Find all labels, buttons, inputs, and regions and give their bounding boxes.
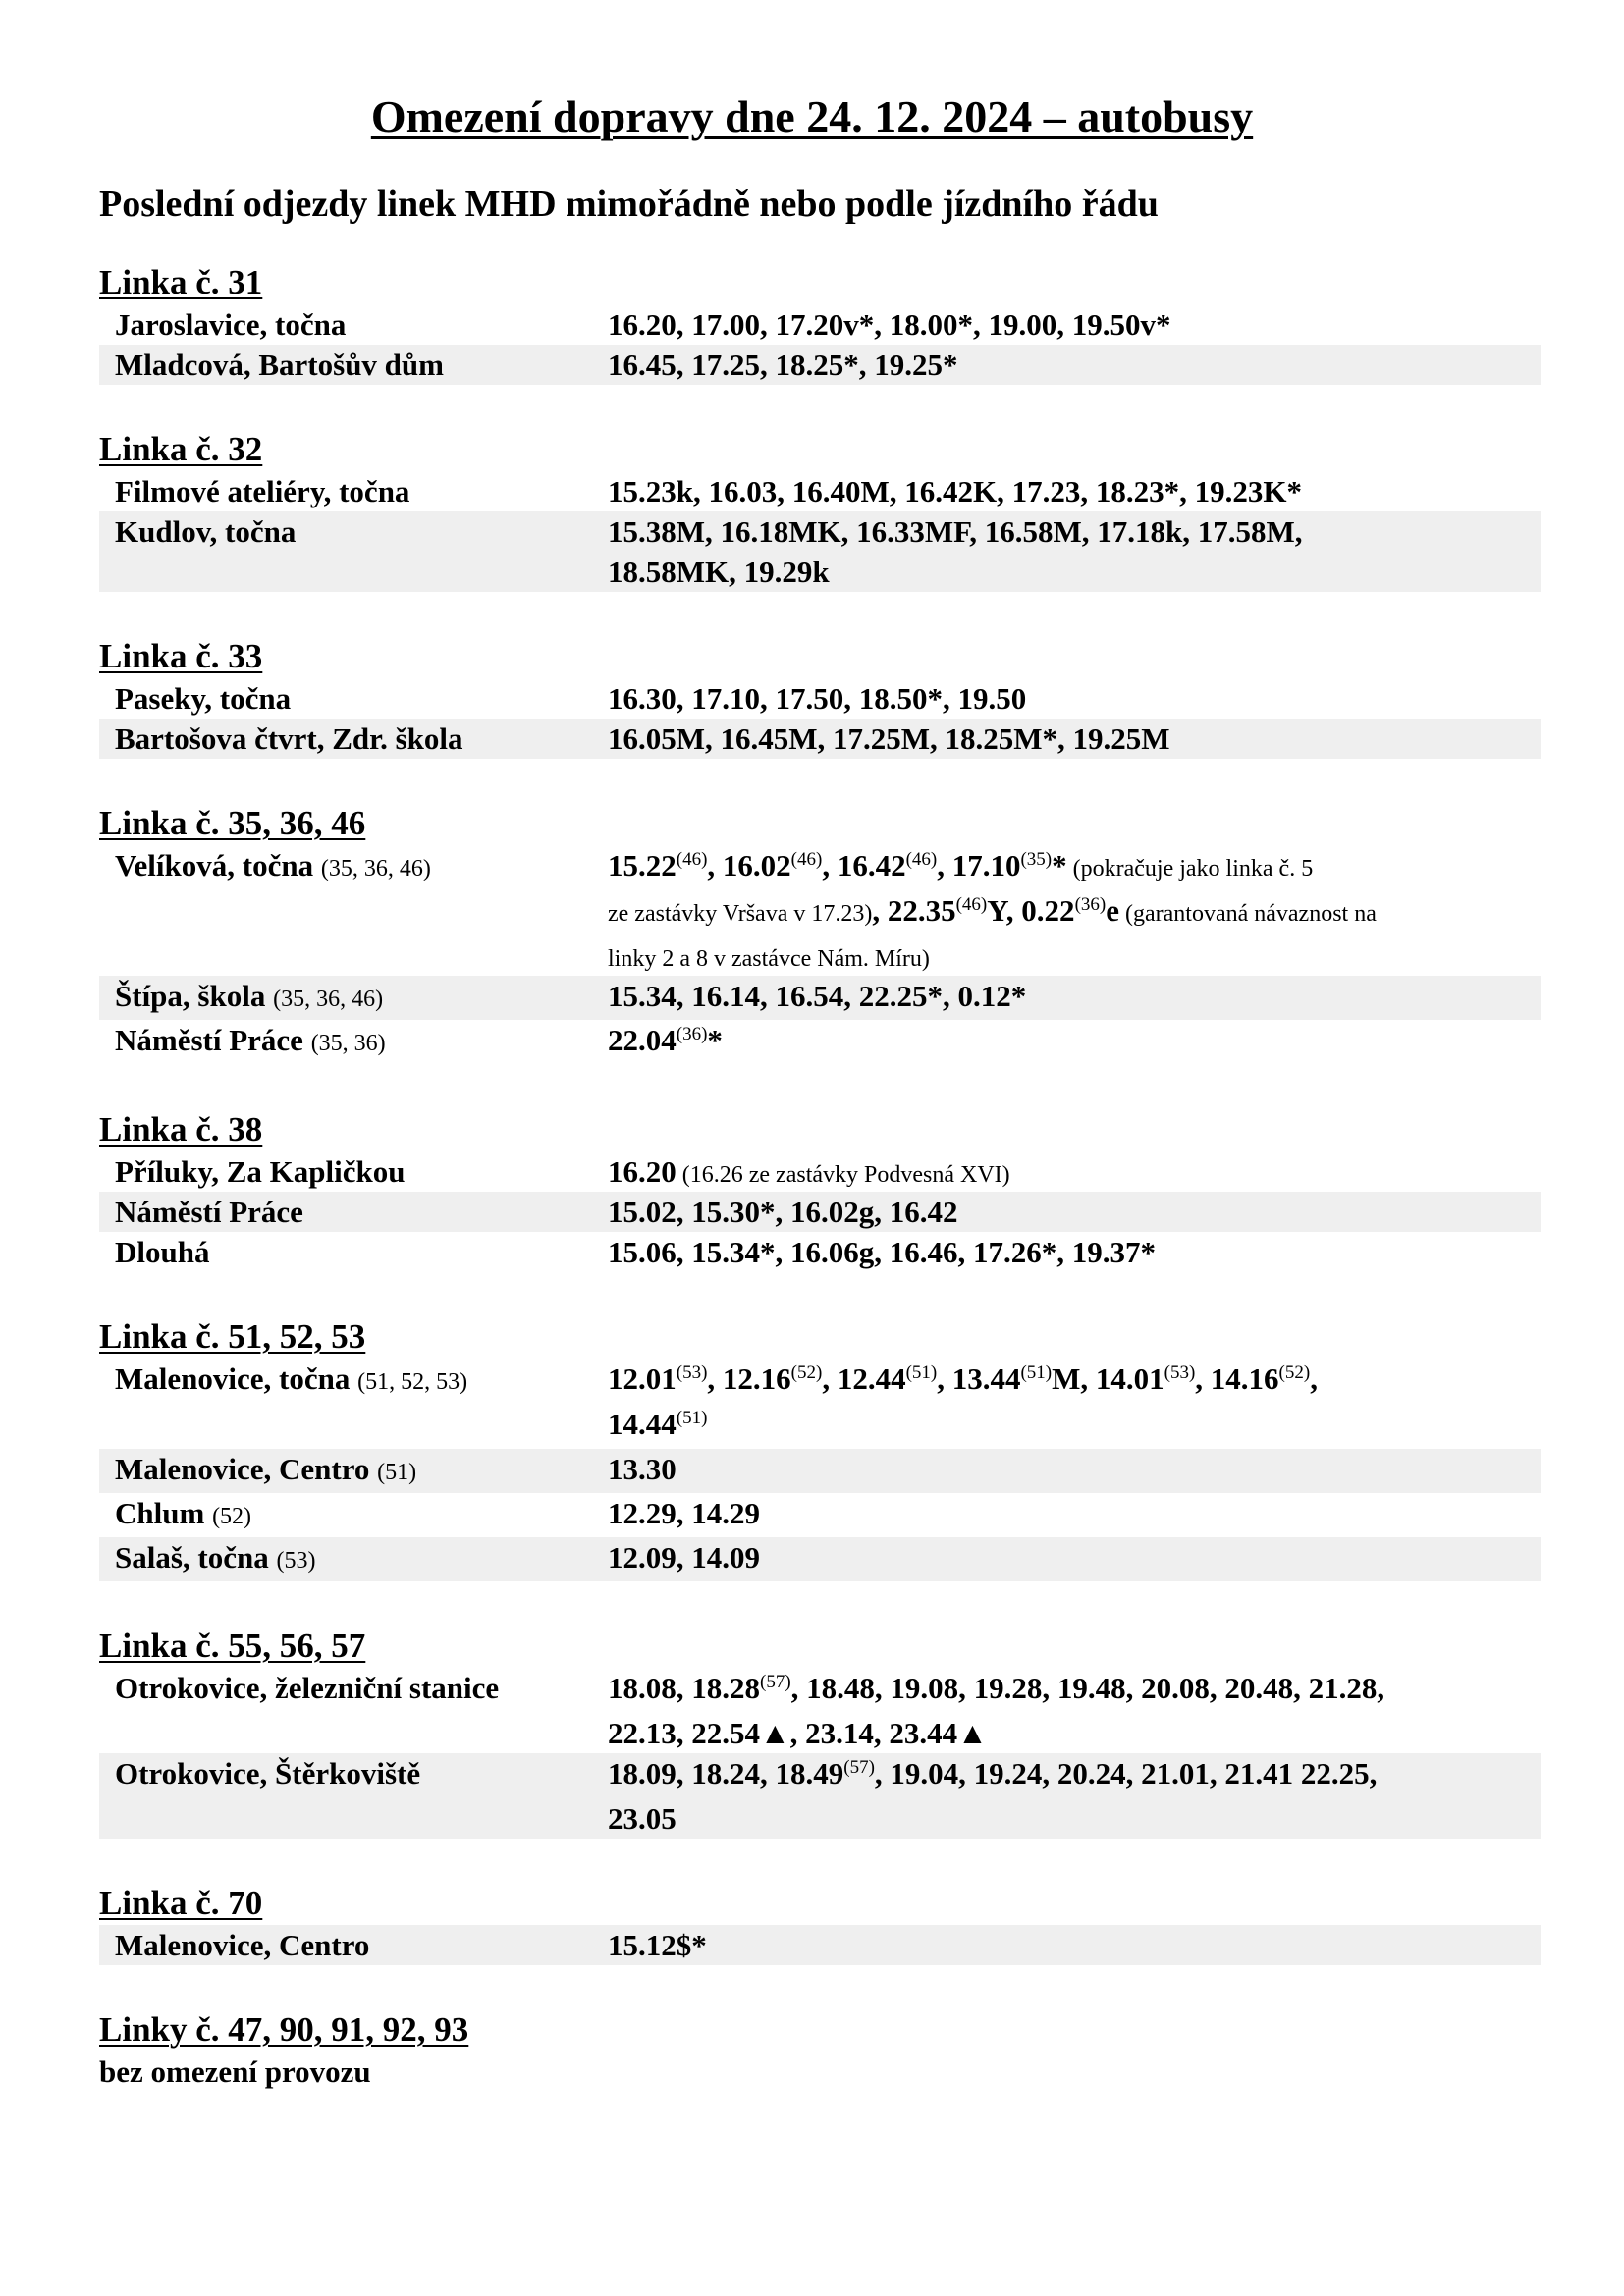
time: , 16.02 — [707, 848, 791, 882]
stop-row — [99, 1537, 1541, 1581]
time: , 12.44 — [822, 1362, 906, 1396]
time: 18.08, 18.28 — [608, 1671, 760, 1705]
time: 23.05 — [608, 1801, 677, 1836]
section-line-32 — [99, 428, 1541, 592]
stop-row — [99, 1925, 1541, 1965]
time: 12.01 — [608, 1362, 677, 1396]
line-superscript: (53) — [676, 1362, 708, 1383]
line-superscript: (53) — [1164, 1362, 1196, 1383]
times-line: 15.38M, 16.18MK, 16.33MF, 16.58M, 17.18k, 17.58M, — [608, 514, 1303, 549]
time: 16.20 — [608, 1154, 677, 1189]
stop-row — [99, 1753, 1541, 1839]
section-heading: Linka č. 35, 36, 46 — [99, 804, 366, 842]
stop-row — [99, 1232, 1541, 1272]
time-flag: * — [707, 1023, 723, 1057]
section-line-35-36-46 — [99, 802, 1541, 1065]
page-title: Omezení dopravy dne 24. 12. 2024 – autobusy — [370, 91, 1254, 141]
stop-name: Paseky, točna — [115, 681, 292, 716]
departure-times: 13.30 — [608, 1452, 677, 1486]
departure-times: 15.02, 15.30*, 16.02g, 16.42 — [608, 1195, 958, 1229]
departure-times — [608, 511, 1541, 592]
stop-name: Otrokovice, Štěrkoviště — [115, 1756, 421, 1790]
stop-label: Malenovice, Centro — [115, 1452, 370, 1486]
departure-times — [608, 1753, 1541, 1839]
stop-row — [99, 1192, 1541, 1232]
stop-row — [99, 471, 1541, 511]
departure-times: 16.20, 17.00, 17.20v*, 18.00*, 19.00, 19.50v* — [608, 307, 1171, 342]
section-line-70 — [99, 1882, 1541, 1965]
stop-label: Štípa, škola — [115, 979, 266, 1013]
stop-lines-note: (35, 36) — [310, 1031, 386, 1056]
line-superscript: (46) — [955, 894, 988, 915]
stop-row — [99, 345, 1541, 385]
stop-name: Jaroslavice, točna — [115, 307, 347, 342]
line-superscript: (46) — [905, 849, 938, 870]
time: M, 14.01 — [1052, 1362, 1164, 1396]
stop-name — [99, 1020, 608, 1065]
line-superscript: (51) — [1020, 1362, 1053, 1383]
departure-times — [608, 1668, 1541, 1753]
section-line-38 — [99, 1108, 1541, 1272]
stop-row — [99, 1449, 1541, 1493]
stop-row — [99, 1493, 1541, 1537]
section-line-33 — [99, 635, 1541, 759]
time: Y, 0.22 — [987, 893, 1075, 928]
line-superscript: (51) — [905, 1362, 938, 1383]
time: 22.13, 22.54▲, 23.14, 23.44▲ — [608, 1716, 988, 1750]
stop-lines-note: (35, 36, 46) — [273, 987, 384, 1012]
departure-times — [608, 1020, 1541, 1065]
stop-name — [99, 1359, 608, 1449]
lines-list — [99, 261, 1541, 2135]
departure-times: 15.34, 16.14, 16.54, 22.25*, 0.12* — [608, 979, 1027, 1013]
no-restriction-note: bez omezení provozu — [99, 2055, 371, 2089]
time: , 19.04, 19.24, 20.24, 21.01, 21.41 22.25, — [874, 1756, 1378, 1790]
stop-row — [99, 845, 1541, 976]
time: , 12.16 — [707, 1362, 791, 1396]
time-note: ze zastávky Vršava v 17.23) — [608, 901, 873, 927]
departure-times — [608, 1359, 1541, 1449]
stop-lines-note: (52) — [212, 1504, 252, 1529]
stop-row — [99, 1151, 1541, 1192]
stop-name — [99, 1537, 608, 1581]
time: 22.04 — [608, 1023, 677, 1057]
stop-name: Bartošova čtvrt, Zdr. škola — [115, 721, 463, 756]
stop-name: Příluky, Za Kapličkou — [115, 1154, 406, 1189]
time: , 17.10 — [937, 848, 1021, 882]
stop-row — [99, 678, 1541, 719]
time: 18.09, 18.24, 18.49 — [608, 1756, 844, 1790]
time: , 13.44 — [937, 1362, 1021, 1396]
line-superscript: (51) — [676, 1408, 708, 1428]
time-note: linky 2 a 8 v zastávce Nám. Míru) — [608, 946, 930, 972]
stop-row — [99, 511, 1541, 592]
stop-name — [99, 845, 608, 976]
time: , 14.16 — [1195, 1362, 1279, 1396]
stop-lines-note: (53) — [276, 1548, 316, 1574]
stop-lines-note: (51, 52, 53) — [357, 1369, 468, 1395]
departure-times: 16.30, 17.10, 17.50, 18.50*, 19.50 — [608, 681, 1027, 716]
stop-name: Dlouhá — [115, 1235, 210, 1269]
stop-name: Náměstí Práce — [115, 1195, 303, 1229]
stop-name — [99, 1493, 608, 1537]
stop-row — [99, 719, 1541, 759]
section-line-31 — [99, 261, 1541, 385]
line-superscript: (57) — [760, 1672, 791, 1692]
departure-times: 16.05M, 16.45M, 17.25M, 18.25M*, 19.25M — [608, 721, 1170, 756]
section-line-55-56-57 — [99, 1625, 1541, 1839]
departure-times: 12.09, 14.09 — [608, 1540, 760, 1575]
time: , 16.42 — [822, 848, 906, 882]
page-subtitle: Poslední odjezdy linek MHD mimořádně nebo podle jízdního řádu — [99, 184, 1159, 225]
line-superscript: (46) — [790, 849, 823, 870]
time-flag: * — [1052, 848, 1067, 882]
line-superscript: (35) — [1020, 849, 1053, 870]
stop-name: Otrokovice, železniční stanice — [115, 1671, 500, 1705]
departure-times: 12.29, 14.29 — [608, 1496, 760, 1530]
stop-row — [99, 1668, 1541, 1753]
stop-row — [99, 1359, 1541, 1449]
time-note: (pokračuje jako linka č. 5 — [1066, 856, 1314, 881]
stop-name: Kudlov, točna — [115, 514, 297, 549]
time: , 22.35 — [872, 893, 956, 928]
line-superscript: (52) — [1278, 1362, 1311, 1383]
times-line: 18.58MK, 19.29k — [608, 555, 830, 589]
departure-times — [608, 845, 1541, 976]
stop-row — [99, 976, 1541, 1020]
line-superscript: (52) — [790, 1362, 823, 1383]
section-heading: Linka č. 31 — [99, 263, 263, 301]
line-superscript: (46) — [676, 849, 708, 870]
line-superscript: (57) — [843, 1757, 875, 1778]
stop-name: Mladcová, Bartošův dům — [115, 347, 444, 382]
section-heading: Linka č. 51, 52, 53 — [99, 1317, 366, 1356]
time: 14.44 — [608, 1407, 677, 1441]
section-heading: Linka č. 32 — [99, 430, 263, 468]
stop-label: Malenovice, točna — [115, 1362, 351, 1396]
time: , — [1310, 1362, 1318, 1396]
section-other-lines — [99, 2008, 1541, 2092]
time-flag: e — [1106, 893, 1119, 928]
section-line-51-52-53 — [99, 1315, 1541, 1581]
stop-name — [99, 1449, 608, 1493]
stop-lines-note: (51) — [377, 1460, 417, 1485]
stop-label: Chlum — [115, 1496, 205, 1530]
stop-lines-note: (35, 36, 46) — [320, 856, 431, 881]
stop-name: Filmové ateliéry, točna — [115, 474, 410, 508]
departure-times: 15.06, 15.34*, 16.06g, 16.46, 17.26*, 19.37* — [608, 1235, 1156, 1269]
stop-label: Salaš, točna — [115, 1540, 269, 1575]
stop-row — [99, 304, 1541, 345]
departure-times: 15.23k, 16.03, 16.40M, 16.42K, 17.23, 18.23*, 19.23K* — [608, 474, 1302, 508]
stop-label: Náměstí Práce — [115, 1023, 303, 1057]
time-note: (16.26 ze zastávky Podvesná XVI) — [676, 1162, 1010, 1188]
stop-label: Velíková, točna — [115, 848, 314, 882]
section-heading: Linka č. 55, 56, 57 — [99, 1627, 366, 1665]
time: , 18.48, 19.08, 19.28, 19.48, 20.08, 20.48, 21.28, — [790, 1671, 1385, 1705]
departure-times: 16.45, 17.25, 18.25*, 19.25* — [608, 347, 958, 382]
time: 15.22 — [608, 848, 677, 882]
section-heading: Linky č. 47, 90, 91, 92, 93 — [99, 2010, 469, 2049]
stop-name — [99, 976, 608, 1020]
section-heading: Linka č. 70 — [99, 1884, 263, 1922]
line-superscript: (36) — [676, 1024, 708, 1044]
section-heading: Linka č. 38 — [99, 1110, 263, 1148]
section-heading: Linka č. 33 — [99, 637, 263, 675]
stop-row — [99, 1020, 1541, 1065]
time-note: (garantovaná návaznost na — [1118, 901, 1377, 927]
departure-times — [608, 1151, 1541, 1192]
stop-name: Malenovice, Centro — [115, 1928, 370, 1962]
line-superscript: (36) — [1074, 894, 1107, 915]
departure-times: 15.12$* — [608, 1928, 707, 1962]
